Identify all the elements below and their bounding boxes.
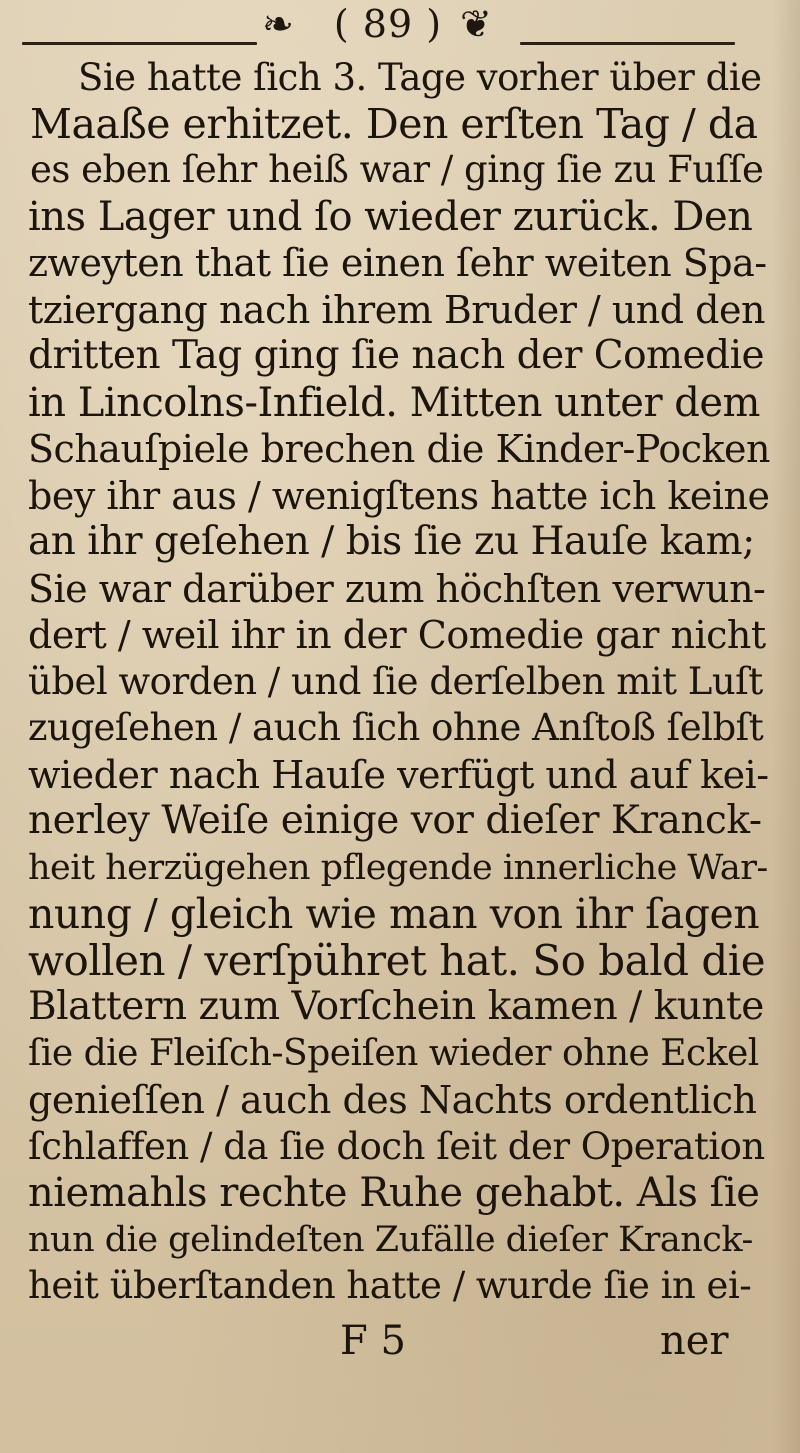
text-line: wollen / verſpühret hat. So bald die bbox=[28, 936, 766, 985]
text-line: es eben ſehr heiß war / ging ſie zu Fuſſe bbox=[30, 148, 764, 191]
text-line: bey ihr aus / wenigſtens hatte ich keine bbox=[28, 474, 770, 518]
text-line: genieſſen / auch des Nachts ordentlich bbox=[28, 1078, 757, 1122]
text-line: übel worden / und ſie derſelben mit Luſt bbox=[28, 660, 763, 703]
text-line: dritten Tag ging ſie nach der Comedie bbox=[28, 333, 765, 378]
text-line: ſie die Fleiſch-Speiſen wieder ohne Eckel bbox=[28, 1033, 759, 1074]
text-line: Blattern zum Vorſchein kamen / kunte bbox=[28, 984, 764, 1029]
ornament-left-icon: ❧ bbox=[262, 2, 294, 46]
text-line: Maaße erhitzet. Den erſten Tag / da bbox=[30, 100, 758, 148]
text-line: tziergang nach ihrem Bruder / und den bbox=[28, 288, 765, 332]
text-line: an ihr geſehen / bis ſie zu Hauſe kam; bbox=[28, 519, 755, 564]
text-line: in Lincolns-Infield. Mitten unter dem bbox=[28, 380, 760, 426]
ornament-right-icon: ❦ bbox=[460, 2, 492, 46]
page-edge-shadow bbox=[772, 0, 800, 1453]
text-line: heit überſtanden hatte / wurde ſie in ei- bbox=[28, 1264, 752, 1307]
text-line: zugeſehen / auch ſich ohne Anſtoß ſelbſt bbox=[28, 706, 764, 749]
text-line: Sie war darüber zum höchſten verwun- bbox=[28, 567, 766, 611]
text-line: wieder nach Hauſe verfügt und auf kei- bbox=[28, 753, 769, 797]
text-line: nerley Weiſe einige vor dieſer Kranck- bbox=[28, 798, 762, 843]
text-line: nung / gleich wie man von ihr ſagen bbox=[28, 890, 760, 938]
text-line: heit herzügehen pflegende innerliche War- bbox=[28, 848, 768, 888]
page-header bbox=[0, 0, 800, 50]
text-line: nun die gelindeſten Zufälle dieſer Kranck- bbox=[28, 1220, 753, 1260]
text-line: Schauſpiele brechen die Kinder-Pocken bbox=[28, 427, 771, 471]
page-number: ( 89 ) bbox=[333, 2, 443, 46]
catchword: ner bbox=[660, 1318, 729, 1364]
text-line: dert / weil ihr in der Comedie gar nicht bbox=[28, 613, 766, 657]
text-line: zweyten that ſie einen ſehr weiten Spa- bbox=[28, 241, 767, 285]
signature-mark: F 5 bbox=[340, 1318, 406, 1364]
text-line: Sie hatte ſich 3. Tage vorher über die bbox=[78, 56, 762, 99]
text-line: ſchlaffen / da ſie doch ſeit der Operation bbox=[28, 1125, 765, 1168]
header-rule-left bbox=[22, 42, 257, 45]
text-line: niemahls rechte Ruhe gehabt. Als ſie bbox=[28, 1170, 760, 1216]
header-rule-right bbox=[520, 42, 735, 45]
text-line: ins Lager und ſo wieder zurück. Den bbox=[28, 194, 753, 240]
